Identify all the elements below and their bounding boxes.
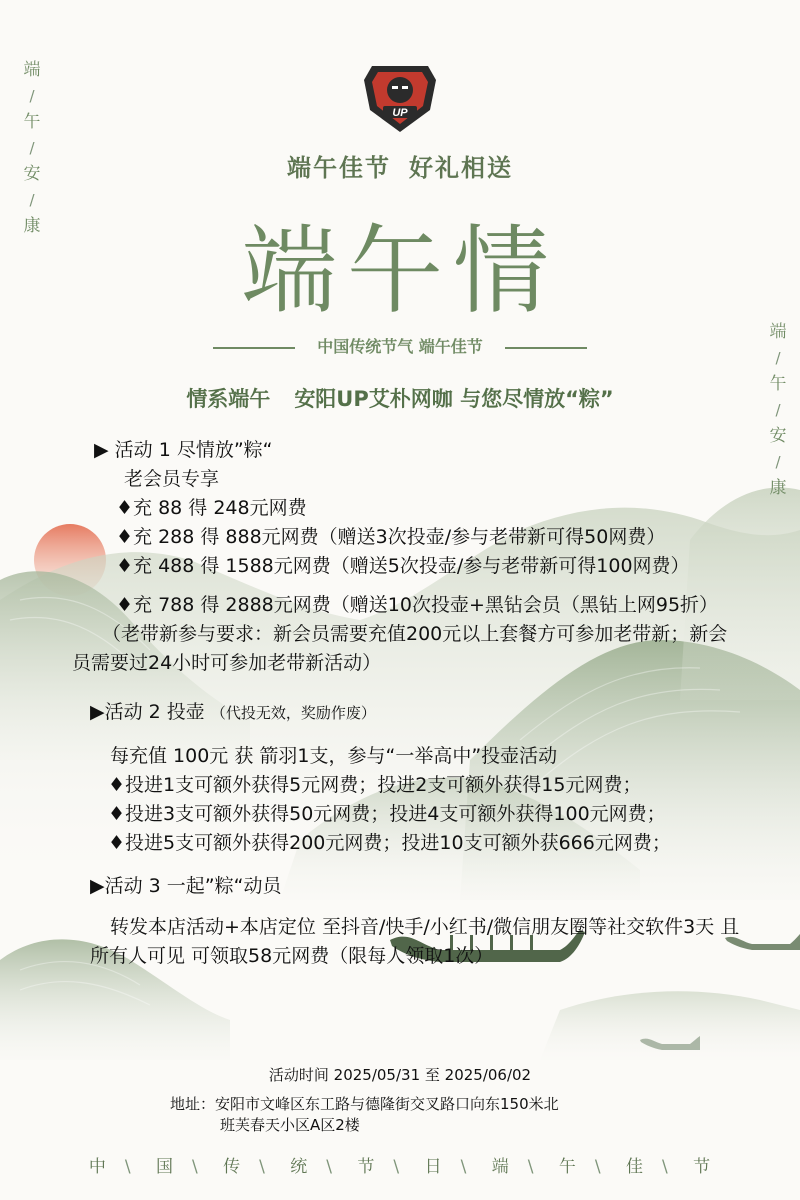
activity3-body: 转发本店活动+本店定位 至抖音/快手/小红书/微信朋友圈等社交软件3天 且所有人可见 可领取58元网费（限每人领取1次） [90,916,740,967]
bottom-char: 国 [156,1157,174,1177]
slogan [0,383,800,413]
activity1-note: （老带新参与要求：新会员需要充值200元以上套餐方可参加老带新；新会员需要过24小时可参加老带新活动） [72,623,728,674]
bottom-char: 节 [693,1157,712,1177]
bottom-char: 端 [491,1157,510,1177]
tagline-part: 好礼相送 [409,154,513,182]
activity2-item: ♦投进3支可额外获得50元网费；投进4支可额外获得100元网费； [108,803,666,825]
activity3-heading: ▶活动 3 一起”粽“动员 [90,875,282,897]
tagline [0,148,800,183]
vertical-char: 端 [769,322,787,342]
activity1-item: ♦充 488 得 1588元网费（赠送5次投壶/参与老带新可得100网费） [116,555,690,577]
up-gorilla-logo [358,60,442,134]
activity1-item: ♦充 88 得 248元网费 [116,497,307,519]
divider-right [505,347,587,349]
svg-text:UP: UP [392,107,408,119]
vertical-char: 端 [23,60,41,80]
subtitle-text: 中国传统节气 端午佳节 [317,337,483,356]
vertical-dash: / [775,401,781,419]
vertical-dash: / [29,87,35,105]
vertical-dash: / [29,191,35,209]
vertical-char: 安 [769,426,787,446]
bottom-char: 日 [424,1157,443,1177]
activity1-heading: ▶ 活动 1 尽情放”粽“ [94,439,273,461]
subtitle [0,334,800,357]
bottom-char: 统 [290,1157,309,1177]
bottom-char: 节 [357,1157,376,1177]
address [170,1094,730,1136]
page-title: 端午情 [241,215,559,327]
event-time: 活动时间 2025/05/31 至 2025/06/02 [268,1066,532,1084]
activity2-note: （代投无效，奖励作废） [210,704,376,722]
activity2-item: ♦投进5支可额外获得200元网费；投进10支可额外获666元网费； [108,832,671,854]
address-line: 地址：安阳市文峰区东工路与德隆街交叉路口向东150米北 [170,1095,559,1113]
vertical-dash: / [775,453,781,471]
activity1-item: ♦充 788 得 2888元网费（赠送10次投壶+黑钻会员（黑钻上网95折） [116,594,719,616]
bottom-char: 佳 [625,1157,644,1177]
divider-left [213,347,295,349]
bottom-decorative-row: 中 \ 国 \ 传 \ 统 \ 节 \ 日 \ 端 \ 午 \ 佳 \ 节 [88,1157,712,1177]
bottom-char: 中 [88,1157,107,1177]
vertical-dash: / [29,139,35,157]
bottom-char: 传 [223,1157,242,1177]
vertical-char: 康 [769,478,787,498]
vertical-char: 午 [23,112,41,132]
slogan-part: 安阳UP艾朴网咖 与您尽情放“粽” [294,387,614,411]
bottom-char: 午 [558,1157,577,1177]
tagline-part: 端午佳节 [287,154,391,182]
activity2-heading [90,698,744,728]
activities-content [72,436,744,971]
slogan-part: 情系端午 [186,387,271,411]
vertical-char: 康 [23,216,41,236]
address-line: 班芙春天小区A区2楼 [220,1116,360,1134]
vertical-char: 午 [769,374,787,394]
activity1-audience: 老会员专享 [124,468,220,490]
activity2-title: ▶活动 2 投壶 [90,701,205,723]
vertical-dash: / [775,349,781,367]
activity2-intro: 每充值 100元 获 箭羽1支，参与“一举高中”投壶活动 [110,745,558,767]
activity2-item: ♦投进1支可额外获得5元网费；投进2支可额外获得15元网费； [108,774,642,796]
activity1-item: ♦充 288 得 888元网费（赠送3次投壶/参与老带新可得50网费） [116,526,666,548]
vertical-char: 安 [23,164,41,184]
